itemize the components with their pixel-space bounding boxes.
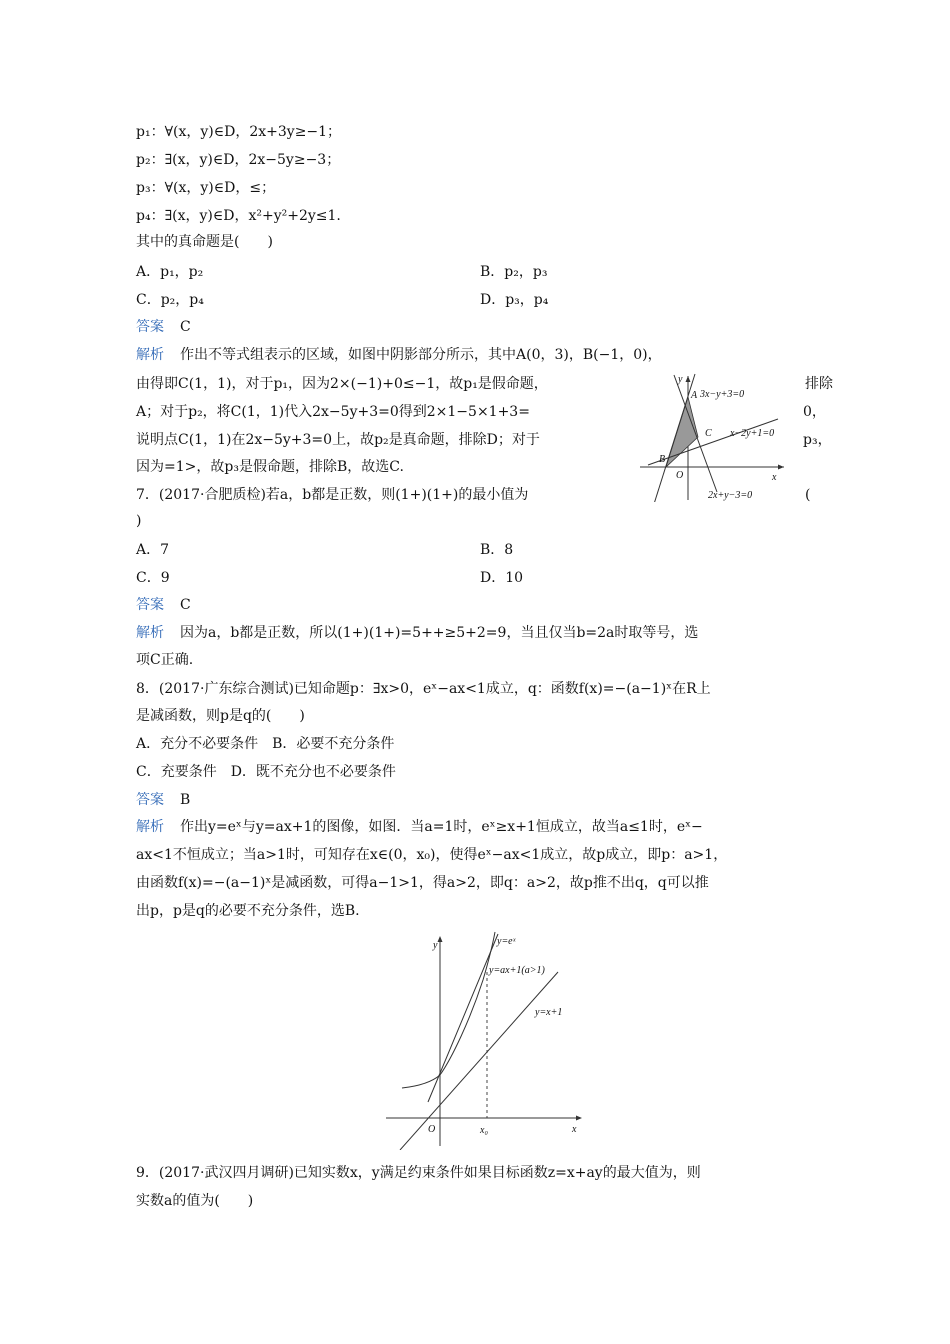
q6-analysis-line-4: 说明点C(1，1)在2x−5y+3=0上，故p₂是真命题，排除D；对于: [136, 432, 540, 448]
q6-answer: [136, 317, 191, 337]
exp-line-figure: [380, 928, 590, 1150]
answer-value: C: [180, 597, 191, 613]
q6-analysis-line-2-end: 排除: [805, 376, 833, 392]
q6-analysis-line-1: [136, 345, 662, 365]
q7-option-d: D．10: [480, 570, 524, 586]
fig1-line1-label: 3x−y+3=0: [700, 389, 745, 400]
fig1-line3-label: 2x+y−3=0: [708, 490, 753, 501]
q6-analysis-line-3: A；对于p₂，将C(1，1)代入2x−5y+3=0得到2×1−5×1+3=: [136, 404, 530, 420]
answer-label: 答案: [136, 792, 164, 808]
q7-option-b: B．8: [480, 542, 514, 558]
answer-label: 答案: [136, 319, 164, 335]
fig1-point-a: A: [691, 390, 698, 401]
analysis-text: 作出不等式组表示的区域，如图中阴影部分所示，其中A(0，3)，B(−1，0)，: [180, 347, 662, 363]
q8-answer: [136, 790, 190, 810]
analysis-label: 解析: [136, 347, 164, 363]
q9-stem-line-2: 实数a的值为( ): [136, 1193, 254, 1209]
fig1-point-b: B: [659, 454, 666, 465]
q6-option-b: B．p₂，p₃: [480, 264, 548, 280]
answer-value: B: [180, 792, 191, 808]
fig2-origin-label: O: [428, 1124, 436, 1135]
q9-stem-line-1: 9．(2017·武汉四月调研)已知实数x，y满足约束条件如果目标函数z=x+ay的最大值为，则: [136, 1165, 701, 1181]
q6-analysis-line-4-end: p₃，: [803, 432, 832, 448]
q8-analysis-line-3: 由函数f(x)=−(a−1)ˣ是减函数，可得a−1>1，得a>2，即q：a>2，故p推不出q，q可以推: [136, 875, 709, 891]
q8-analysis-line-1: [136, 817, 703, 837]
fig2-x1-label: y=x+1: [535, 1007, 563, 1018]
answer-value: C: [180, 319, 191, 335]
q8-analysis-line-4: 出p，p是q的必要不充分条件，选B.: [136, 903, 360, 919]
q7-analysis-line-1: [136, 623, 698, 643]
analysis-label: 解析: [136, 819, 164, 835]
y-axis-arrow: [686, 376, 691, 382]
q7-paren-open: (: [805, 487, 811, 503]
q8-stem-line-1: 8．(2017·广东综合测试)已知命题p：∃x>0，eˣ−ax<1成立，q：函数f(x)=−(a−1)ˣ在R上: [136, 681, 711, 697]
q8-options-ab: A．充分不必要条件 B．必要不充分条件: [136, 736, 395, 752]
fig1-y-label: y: [678, 374, 683, 385]
q7-stem: 7．(2017·合肥质检)若a，b都是正数，则(1+)(1+)的最小值为: [136, 487, 529, 503]
fig1-origin-label: O: [676, 470, 684, 481]
q6-prompt: 其中的真命题是( ): [136, 234, 273, 250]
q6-option-a: A．p₁，p₂: [136, 264, 204, 280]
analysis-text: 作出y=eˣ与y=ax+1的图像，如图．当a=1时，eˣ≥x+1恒成立，故当a≤1时，eˣ−: [180, 819, 703, 835]
q6-analysis-line-5: 因为=1>，故p₃是假命题，排除B，故选C.: [136, 459, 404, 475]
y-axis-arrow: [438, 936, 443, 942]
statement-p1: p₁：∀(x，y)∈D，2x+3y≥−1；: [136, 124, 342, 140]
q7-option-c: C．9: [136, 570, 170, 586]
q8-stem-line-2: 是减函数，则p是q的( ): [136, 708, 305, 724]
x-axis-arrow: [778, 465, 784, 470]
q7-option-a: A．7: [136, 542, 170, 558]
feasible-region-figure: [638, 370, 790, 502]
q7-answer: [136, 595, 191, 615]
q6-analysis-line-3-end: 0，: [803, 404, 826, 420]
fig2-exp-label: y=eˣ: [497, 936, 516, 947]
line-y-ax-plus-1: [428, 934, 498, 1102]
statement-p2: p₂：∃(x，y)∈D，2x−5y≥−3；: [136, 152, 341, 168]
analysis-text: 因为a，b都是正数，所以(1+)(1+)=5++≥5+2=9，当且仅当b=2a时取等号，选: [180, 625, 699, 641]
fig1-point-c: C: [705, 428, 712, 439]
fig2-y-label: y: [433, 940, 438, 951]
line-x-2y+1: [648, 419, 778, 465]
fig2-x0-label: x₀: [480, 1125, 488, 1136]
q7-analysis-line-2: 项C正确.: [136, 652, 194, 668]
x-axis-arrow: [576, 1116, 582, 1121]
fig2-x-label: x: [572, 1124, 577, 1135]
q6-analysis-line-2: 由得即C(1，1)，对于p₁，因为2×(−1)+0≤−1，故p₁是假命题，: [136, 376, 548, 392]
statement-p3: p₃：∀(x，y)∈D，≤；: [136, 180, 276, 196]
q6-option-d: D．p₃，p₄: [480, 292, 549, 308]
fig2-ax-label: y=ax+1(a>1): [489, 965, 545, 976]
fig1-x-label: x: [772, 472, 777, 483]
answer-label: 答案: [136, 597, 164, 613]
q8-options-cd: C．充要条件 D．既不充分也不必要条件: [136, 764, 396, 780]
q6-option-c: C．p₂，p₄: [136, 292, 204, 308]
q8-analysis-line-2: ax<1不恒成立；当a>1时，可知存在x∈(0，x₀)，使得eˣ−ax<1成立，故p成立，即p：a>1，: [136, 847, 728, 863]
q7-paren-close: ): [136, 513, 142, 529]
line-y-x-plus-1: [400, 972, 558, 1150]
fig1-line2-label: x−2y+1=0: [730, 428, 775, 439]
statement-p4: p₄：∃(x，y)∈D，x²+y²+2y≤1.: [136, 208, 341, 224]
curve-exp: [402, 932, 495, 1088]
analysis-label: 解析: [136, 625, 164, 641]
